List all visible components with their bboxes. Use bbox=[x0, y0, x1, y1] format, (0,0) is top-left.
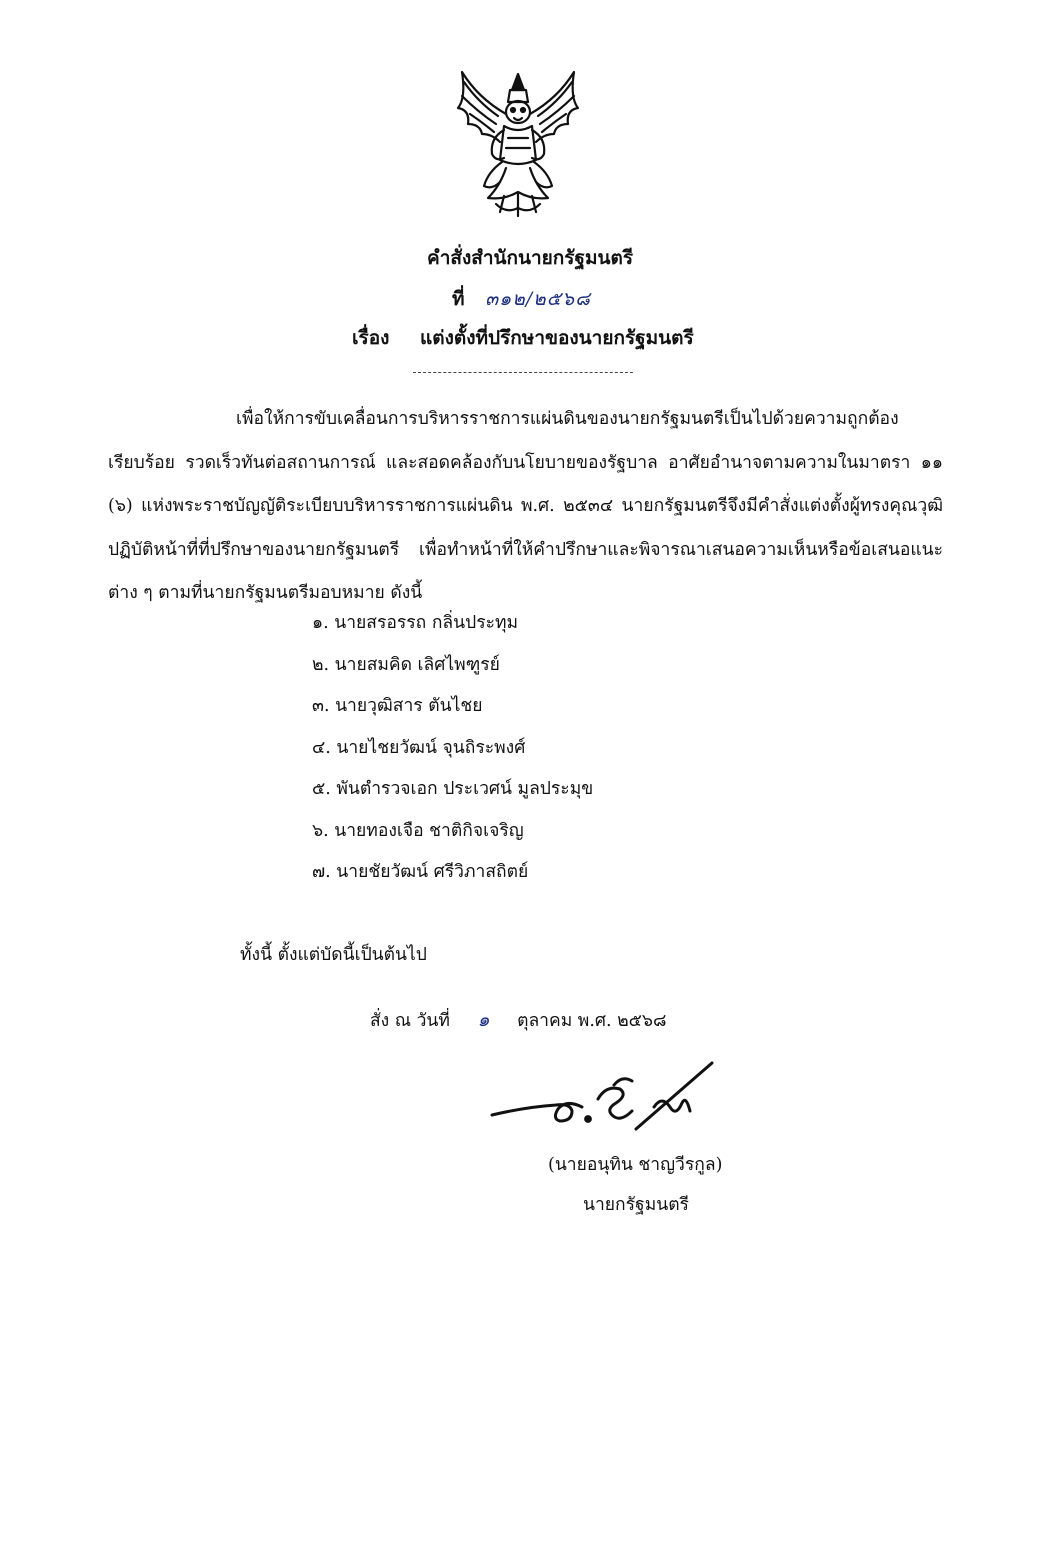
subject-label: เรื่อง bbox=[352, 327, 390, 349]
date-day: ๑ bbox=[477, 1009, 490, 1031]
order-title: คำสั่งสำนักนายกรัฐมนตรี bbox=[427, 247, 634, 269]
handwritten-signature-icon bbox=[486, 1055, 726, 1135]
date-prefix: สั่ง ณ วันที่ bbox=[370, 1011, 450, 1031]
effective-statement: ทั้งนี้ ตั้งแต่บัดนี้เป็นต้นไป bbox=[240, 945, 427, 965]
body-paragraph: เพื่อให้การขับเคลื่อนการบริหารราชการแผ่นดินของนายกรัฐมนตรีเป็นไปด้วยความถูกต้องเรียบร้อย รวดเร็วทันต่อสถานการณ์ และสอดคล้องกับนโยบายของรัฐบาล อาศัยอำนาจตามความในมาตรา ๑๑ (๖) แห่งพระราชบัญญัติระเบียบบริหารราชการแผ่นดิน พ.ศ. ๒๕๓๔ นายกรัฐมนตรีจึงมีคำสั่งแต่งตั้งผู้ทรงคุณวุฒิ ปฏิบัติหน้าที่ที่ปรึกษาของนายกรัฐมนตรี เพื่อทำหน้าที่ให้คำปรึกษาและพิจารณาเสนอความเห็นหรือข้อเสนอแนะต่าง ๆ ตามที่นายกรัฐมนตรีมอบหมาย ดังนี้ bbox=[108, 409, 943, 603]
list-item: ๗. นายชัยวัฒน์ ศรีวิภาสถิตย์ bbox=[312, 862, 529, 882]
list-item: ๒. นายสมคิด เลิศไพฑูรย์ bbox=[312, 654, 500, 675]
signer-title: นายกรัฐมนตรี bbox=[583, 1195, 689, 1215]
date-suffix: ตุลาคม พ.ศ. ๒๕๖๘ bbox=[517, 1011, 667, 1031]
order-number-label: ที่ bbox=[452, 288, 465, 310]
list-item: ๑. นายสรอรรถ กลิ่นประทุม bbox=[312, 613, 519, 633]
order-date-row bbox=[370, 1005, 667, 1035]
list-item: ๔. นายไชยวัฒน์ จุนถิระพงศ์ bbox=[312, 737, 526, 758]
appointee-list bbox=[312, 603, 593, 894]
order-subject-row bbox=[352, 323, 694, 353]
subject-text: แต่งตั้งที่ปรึกษาของนายกรัฐมนตรี bbox=[420, 327, 694, 349]
order-number-value: ๓๑๒/๒๕๖๘ bbox=[485, 288, 591, 310]
signer-name: (นายอนุทิน ชาญวีรกูล) bbox=[548, 1155, 723, 1175]
list-item: ๖. นายทองเจือ ชาติกิจเจริญ bbox=[312, 820, 524, 841]
list-item: ๕. พันตำรวจเอก ประเวศน์ มูลประมุข bbox=[312, 779, 594, 799]
garuda-emblem-icon bbox=[448, 68, 588, 220]
order-number-row bbox=[452, 284, 591, 314]
list-item: ๓. นายวุฒิสาร ตันไชย bbox=[312, 696, 483, 716]
header-divider bbox=[413, 372, 633, 373]
